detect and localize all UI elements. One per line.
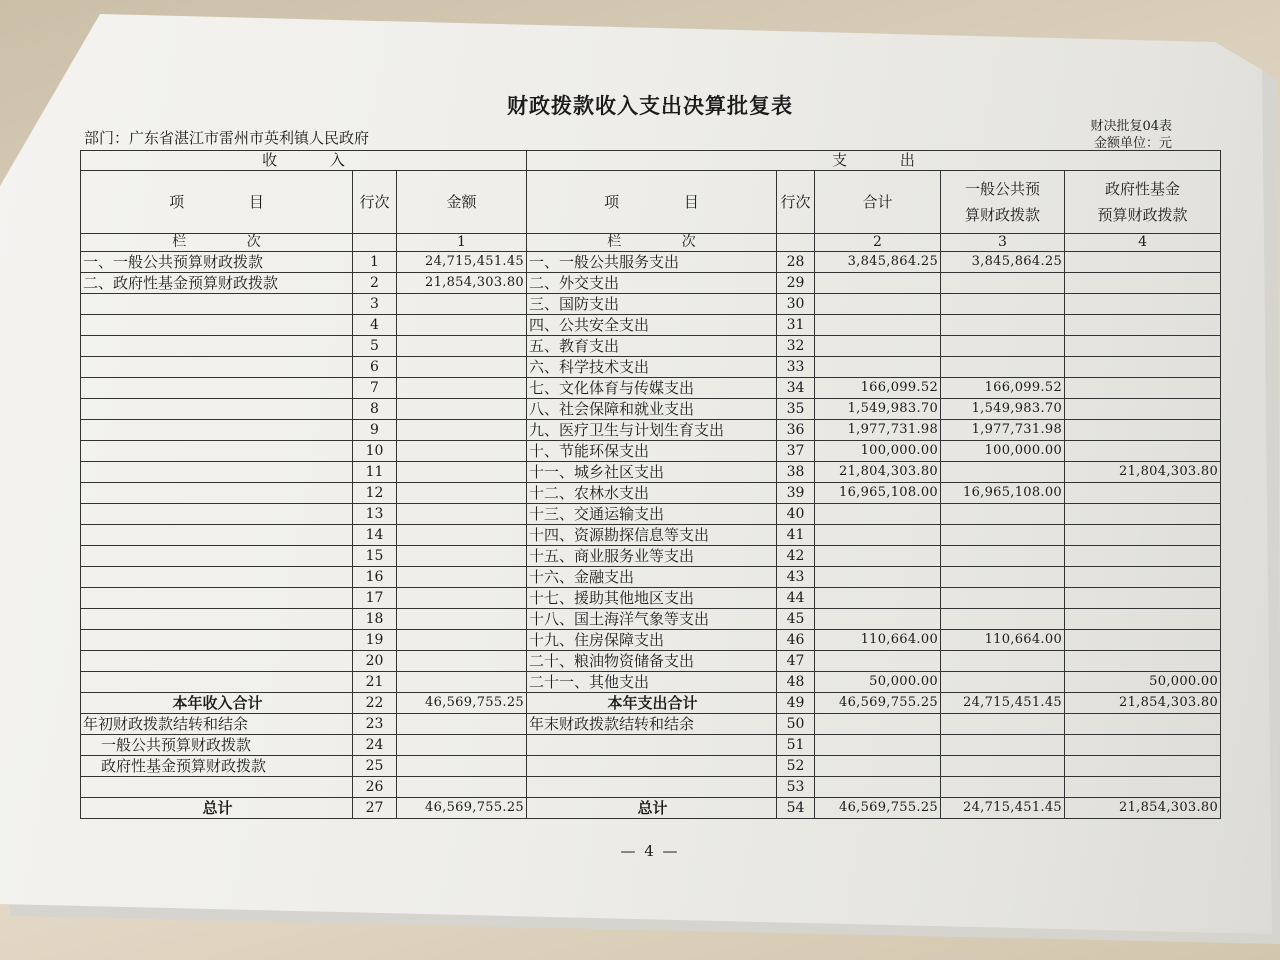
expense-line-no: 47	[777, 651, 815, 672]
income-line-no: 22	[353, 693, 397, 714]
form-meta	[1090, 118, 1172, 152]
expense-total	[815, 315, 941, 336]
income-line-no: 20	[353, 651, 397, 672]
income-amount	[397, 567, 527, 588]
income-line-no: 6	[353, 357, 397, 378]
table-row	[81, 714, 1221, 735]
expense-item: 三、国防支出	[527, 294, 777, 315]
expense-fund-budget	[1065, 735, 1221, 756]
expense-section-header: 支 出	[527, 151, 1221, 171]
income-line-no: 7	[353, 378, 397, 399]
header-row-sections	[81, 151, 1221, 171]
income-line-no: 24	[353, 735, 397, 756]
expense-fund-budget	[1065, 294, 1221, 315]
expense-line-no: 48	[777, 672, 815, 693]
expense-total: 3,845,864.25	[815, 252, 941, 273]
expense-total	[815, 735, 941, 756]
expense-item: 十三、交通运输支出	[527, 504, 777, 525]
income-column-label: 栏 次	[81, 234, 353, 252]
income-amount-col-number: 1	[397, 234, 527, 252]
income-amount	[397, 399, 527, 420]
expense-total	[815, 546, 941, 567]
table-row	[81, 420, 1221, 441]
income-section-header: 收 入	[81, 151, 527, 171]
income-line-no: 14	[353, 525, 397, 546]
table-row	[81, 630, 1221, 651]
expense-total: 1,549,983.70	[815, 399, 941, 420]
expense-general-col-number: 3	[941, 234, 1065, 252]
expense-general-budget: 100,000.00	[941, 441, 1065, 462]
income-item	[81, 378, 353, 399]
income-item: 一、一般公共预算财政拨款	[81, 252, 353, 273]
expense-general-budget: 16,965,108.00	[941, 483, 1065, 504]
income-amount	[397, 651, 527, 672]
income-amount	[397, 588, 527, 609]
expense-general-budget	[941, 672, 1065, 693]
expense-general-budget	[941, 294, 1065, 315]
table-row	[81, 567, 1221, 588]
expense-item: 十、节能环保支出	[527, 441, 777, 462]
expense-general-budget: 166,099.52	[941, 378, 1065, 399]
expense-item: 一、一般公共服务支出	[527, 252, 777, 273]
income-line-no: 12	[353, 483, 397, 504]
expense-line-no: 35	[777, 399, 815, 420]
table-row	[81, 294, 1221, 315]
expense-general-budget	[941, 714, 1065, 735]
expense-line-no: 49	[777, 693, 815, 714]
expense-line-no: 42	[777, 546, 815, 567]
income-amount	[397, 777, 527, 798]
expense-fund-budget	[1065, 777, 1221, 798]
expense-total	[815, 273, 941, 294]
expense-total: 110,664.00	[815, 630, 941, 651]
expense-total: 46,569,755.25	[815, 693, 941, 714]
income-item: 本年收入合计	[81, 693, 353, 714]
income-amount	[397, 609, 527, 630]
income-item: 二、政府性基金预算财政拨款	[81, 273, 353, 294]
table-row	[81, 357, 1221, 378]
expense-total	[815, 588, 941, 609]
income-item: 政府性基金预算财政拨款	[81, 756, 353, 777]
expense-line-no: 53	[777, 777, 815, 798]
income-amount	[397, 756, 527, 777]
income-line-no: 15	[353, 546, 397, 567]
table-row	[81, 483, 1221, 504]
income-item	[81, 336, 353, 357]
income-item	[81, 630, 353, 651]
expense-line-no: 30	[777, 294, 815, 315]
expense-total: 21,804,303.80	[815, 462, 941, 483]
income-amount	[397, 420, 527, 441]
expense-item: 十八、国土海洋气象等支出	[527, 609, 777, 630]
expense-line-no: 52	[777, 756, 815, 777]
income-amount	[397, 441, 527, 462]
expense-line-no: 41	[777, 525, 815, 546]
expense-item: 二十一、其他支出	[527, 672, 777, 693]
income-line-header: 行次	[353, 171, 397, 234]
income-item	[81, 504, 353, 525]
expense-total	[815, 567, 941, 588]
income-item-header: 项 目	[81, 171, 353, 234]
expense-line-no: 40	[777, 504, 815, 525]
income-item: 总计	[81, 798, 353, 819]
amount-unit: 金额单位：元	[1093, 136, 1172, 151]
expense-total-col-number: 2	[815, 234, 941, 252]
expense-line-header: 行次	[777, 171, 815, 234]
expense-general-budget	[941, 651, 1065, 672]
expense-total	[815, 336, 941, 357]
expense-line-no: 44	[777, 588, 815, 609]
expense-general-budget	[941, 504, 1065, 525]
table-row	[81, 798, 1221, 819]
expense-line-no: 54	[777, 798, 815, 819]
expense-total	[815, 525, 941, 546]
expense-fund-budget	[1065, 441, 1221, 462]
expense-fund-budget	[1065, 567, 1221, 588]
expense-general-budget: 1,549,983.70	[941, 399, 1065, 420]
income-line-no: 19	[353, 630, 397, 651]
expense-item	[527, 735, 777, 756]
expense-fund-budget	[1065, 609, 1221, 630]
expense-item: 二、外交支出	[527, 273, 777, 294]
expense-fund-header	[1065, 171, 1221, 234]
expense-total	[815, 504, 941, 525]
income-amount-header: 金额	[397, 171, 527, 234]
income-amount	[397, 462, 527, 483]
expense-fund-budget	[1065, 315, 1221, 336]
expense-general-budget	[941, 546, 1065, 567]
header-row-columns	[81, 171, 1221, 234]
page-number: — 4 —	[620, 842, 680, 860]
expense-total	[815, 609, 941, 630]
expense-total: 100,000.00	[815, 441, 941, 462]
table-row	[81, 504, 1221, 525]
income-line-no: 17	[353, 588, 397, 609]
income-line-no: 3	[353, 294, 397, 315]
income-line-no: 8	[353, 399, 397, 420]
income-line-no: 11	[353, 462, 397, 483]
expense-line-no: 32	[777, 336, 815, 357]
expense-line-no: 43	[777, 567, 815, 588]
form-number: 财决批复04表	[1090, 119, 1172, 134]
table-row	[81, 336, 1221, 357]
income-line-no: 16	[353, 567, 397, 588]
table-body	[81, 252, 1221, 819]
expense-line-col-number	[777, 234, 815, 252]
expense-fund-budget	[1065, 588, 1221, 609]
expense-line-no: 39	[777, 483, 815, 504]
expense-item: 九、医疗卫生与计划生育支出	[527, 420, 777, 441]
table-row	[81, 378, 1221, 399]
table-row	[81, 462, 1221, 483]
table-row	[81, 609, 1221, 630]
table-row	[81, 315, 1221, 336]
expense-general-budget	[941, 357, 1065, 378]
income-line-no: 5	[353, 336, 397, 357]
expense-general-budget: 24,715,451.45	[941, 693, 1065, 714]
expense-total: 16,965,108.00	[815, 483, 941, 504]
expense-item	[527, 777, 777, 798]
expense-item: 八、社会保障和就业支出	[527, 399, 777, 420]
table-row	[81, 441, 1221, 462]
income-amount	[397, 294, 527, 315]
table-row	[81, 651, 1221, 672]
expense-fund-budget	[1065, 378, 1221, 399]
expense-fund-budget	[1065, 483, 1221, 504]
income-line-no: 21	[353, 672, 397, 693]
expense-item: 总计	[527, 798, 777, 819]
income-amount	[397, 336, 527, 357]
expense-item: 本年支出合计	[527, 693, 777, 714]
expense-line-no: 46	[777, 630, 815, 651]
income-amount: 46,569,755.25	[397, 798, 527, 819]
expense-item: 十四、资源勘探信息等支出	[527, 525, 777, 546]
income-amount	[397, 735, 527, 756]
expense-item: 六、科学技术支出	[527, 357, 777, 378]
expense-fund-budget	[1065, 336, 1221, 357]
income-amount: 24,715,451.45	[397, 252, 527, 273]
table-row	[81, 525, 1221, 546]
income-amount	[397, 504, 527, 525]
income-amount	[397, 357, 527, 378]
expense-total: 166,099.52	[815, 378, 941, 399]
table-row	[81, 777, 1221, 798]
expense-general-budget: 110,664.00	[941, 630, 1065, 651]
income-line-col-number	[353, 234, 397, 252]
expense-item: 十七、援助其他地区支出	[527, 588, 777, 609]
income-item	[81, 462, 353, 483]
table-row	[81, 546, 1221, 567]
expense-fund-budget: 21,854,303.80	[1065, 693, 1221, 714]
expense-fund-budget	[1065, 273, 1221, 294]
expense-item: 四、公共安全支出	[527, 315, 777, 336]
income-amount	[397, 483, 527, 504]
expense-fund-budget	[1065, 756, 1221, 777]
expense-item: 十一、城乡社区支出	[527, 462, 777, 483]
expense-general-budget	[941, 336, 1065, 357]
expense-line-no: 33	[777, 357, 815, 378]
expense-general-budget	[941, 777, 1065, 798]
expense-general-budget	[941, 315, 1065, 336]
expense-item: 年末财政拨款结转和结余	[527, 714, 777, 735]
income-line-no: 10	[353, 441, 397, 462]
expense-general-header	[941, 171, 1065, 234]
income-line-no: 4	[353, 315, 397, 336]
expense-total: 1,977,731.98	[815, 420, 941, 441]
income-line-no: 2	[353, 273, 397, 294]
expense-line-no: 38	[777, 462, 815, 483]
expense-line-no: 28	[777, 252, 815, 273]
expense-total	[815, 756, 941, 777]
table-row	[81, 693, 1221, 714]
income-item	[81, 525, 353, 546]
table-row	[81, 273, 1221, 294]
expense-item: 十九、住房保障支出	[527, 630, 777, 651]
income-line-no: 13	[353, 504, 397, 525]
income-item	[81, 357, 353, 378]
income-item	[81, 588, 353, 609]
income-item	[81, 546, 353, 567]
income-line-no: 18	[353, 609, 397, 630]
income-line-no: 25	[353, 756, 397, 777]
expense-line-no: 51	[777, 735, 815, 756]
expense-general-budget	[941, 588, 1065, 609]
income-item	[81, 651, 353, 672]
expense-fund-budget	[1065, 504, 1221, 525]
income-amount	[397, 672, 527, 693]
expense-total: 50,000.00	[815, 672, 941, 693]
income-item	[81, 441, 353, 462]
expense-general-budget	[941, 462, 1065, 483]
expense-line-no: 34	[777, 378, 815, 399]
expense-general-budget: 24,715,451.45	[941, 798, 1065, 819]
expense-total	[815, 294, 941, 315]
income-line-no: 27	[353, 798, 397, 819]
expense-fund-budget: 21,854,303.80	[1065, 798, 1221, 819]
income-amount	[397, 525, 527, 546]
header-row-column-numbers	[81, 234, 1221, 252]
income-item	[81, 399, 353, 420]
expense-line-no: 31	[777, 315, 815, 336]
expense-general-budget	[941, 273, 1065, 294]
income-line-no: 1	[353, 252, 397, 273]
income-line-no: 26	[353, 777, 397, 798]
income-amount	[397, 546, 527, 567]
expense-general-budget	[941, 735, 1065, 756]
expense-fund-budget	[1065, 651, 1221, 672]
expense-fund-header-line: 政府性基金	[1105, 180, 1181, 198]
income-item	[81, 672, 353, 693]
table-row	[81, 588, 1221, 609]
income-item	[81, 294, 353, 315]
income-line-no: 9	[353, 420, 397, 441]
expense-item-header: 项 目	[527, 171, 777, 234]
income-amount	[397, 378, 527, 399]
expense-fund-budget	[1065, 714, 1221, 735]
expense-general-header-line: 算财政拨款	[965, 206, 1041, 224]
table-row	[81, 399, 1221, 420]
expense-line-no: 36	[777, 420, 815, 441]
expense-line-no: 37	[777, 441, 815, 462]
expense-total	[815, 714, 941, 735]
department-label: 部门：广东省湛江市雷州市英利镇人民政府	[84, 129, 370, 147]
expense-column-label: 栏 次	[527, 234, 777, 252]
expense-item: 五、教育支出	[527, 336, 777, 357]
table-row	[81, 672, 1221, 693]
table-row	[81, 735, 1221, 756]
income-amount	[397, 714, 527, 735]
expense-item: 七、文化体育与传媒支出	[527, 378, 777, 399]
expense-total	[815, 357, 941, 378]
expense-item	[527, 756, 777, 777]
expense-general-header-line: 一般公共预	[965, 180, 1041, 198]
table-row	[81, 252, 1221, 273]
income-amount	[397, 630, 527, 651]
expense-general-budget	[941, 609, 1065, 630]
expense-fund-col-number: 4	[1065, 234, 1221, 252]
expense-fund-header-line: 预算财政拨款	[1097, 206, 1188, 224]
income-item	[81, 315, 353, 336]
expense-total	[815, 777, 941, 798]
income-item	[81, 777, 353, 798]
expense-general-budget	[941, 525, 1065, 546]
expense-general-budget: 3,845,864.25	[941, 252, 1065, 273]
expense-fund-budget	[1065, 399, 1221, 420]
income-line-no: 23	[353, 714, 397, 735]
expense-fund-budget	[1065, 525, 1221, 546]
expense-fund-budget	[1065, 630, 1221, 651]
income-item: 年初财政拨款结转和结余	[81, 714, 353, 735]
expense-fund-budget	[1065, 252, 1221, 273]
income-item	[81, 567, 353, 588]
expense-fund-budget	[1065, 357, 1221, 378]
income-item	[81, 483, 353, 504]
budget-table	[80, 150, 1221, 819]
expense-item: 二十、粮油物资储备支出	[527, 651, 777, 672]
expense-item: 十五、商业服务业等支出	[527, 546, 777, 567]
income-item: 一般公共预算财政拨款	[81, 735, 353, 756]
expense-item: 十二、农林水支出	[527, 483, 777, 504]
expense-item: 十六、金融支出	[527, 567, 777, 588]
expense-line-no: 50	[777, 714, 815, 735]
income-item	[81, 609, 353, 630]
expense-line-no: 45	[777, 609, 815, 630]
income-amount: 46,569,755.25	[397, 693, 527, 714]
expense-general-budget: 1,977,731.98	[941, 420, 1065, 441]
expense-fund-budget	[1065, 420, 1221, 441]
expense-fund-budget: 50,000.00	[1065, 672, 1221, 693]
expense-total-header: 合计	[815, 171, 941, 234]
expense-general-budget	[941, 567, 1065, 588]
expense-line-no: 29	[777, 273, 815, 294]
expense-total	[815, 651, 941, 672]
table-row	[81, 756, 1221, 777]
income-amount	[397, 315, 527, 336]
expense-general-budget	[941, 756, 1065, 777]
income-item	[81, 420, 353, 441]
expense-total: 46,569,755.25	[815, 798, 941, 819]
expense-fund-budget: 21,804,303.80	[1065, 462, 1221, 483]
expense-fund-budget	[1065, 546, 1221, 567]
document-title: 财政拨款收入支出决算批复表	[507, 94, 793, 118]
income-amount: 21,854,303.80	[397, 273, 527, 294]
